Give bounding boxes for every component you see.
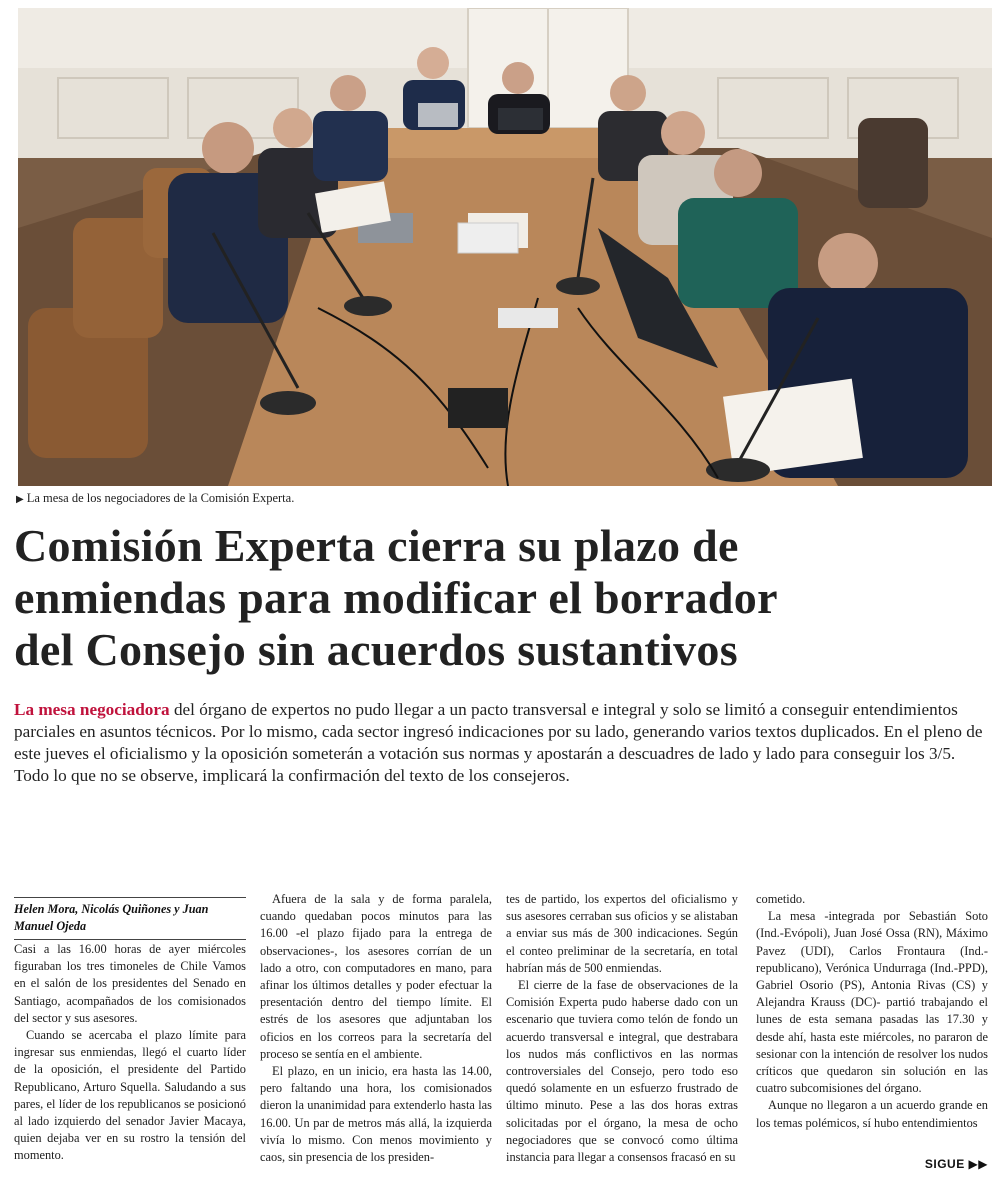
paragraph: El plazo, en un inicio, era hasta las 14.00, pero faltando una hora, los comisionados dieron la unanimidad para extenderlo hasta las 16.00. Un par de metros más allá, la izquierda vivía lo mismo. Con menos movimiento y caos, sin presencia de los presiden-	[260, 1064, 492, 1165]
paragraph: tes de partido, los expertos del oficialismo y sus asesores cerraban sus oficios y se alistaban a enviar sus más de 300 indicaciones. Según el conteo preliminar de la secretaría, en total habrían más de 500 enmiendas.	[506, 892, 738, 975]
paragraph: Cuando se acercaba el plazo límite para ingresar sus enmiendas, llegó el cuarto líder de la oposición, el presidente del Partido Republicano, Arturo Squella. Saludando a sus pares, el líder de los republicanos se posicionó al lado izquierdo del senador Javier Macaya, quien dejaba ver en su rostro la tensión del momento.	[14, 1028, 246, 1163]
headline	[14, 520, 984, 676]
byline: Helen Mora, Nicolás Quiñones y Juan Manuel Ojeda	[14, 902, 209, 933]
paragraph: Afuera de la sala y de forma paralela, cuando quedaban pocos minutos para las 16.00 -el plazo fijado para la entrega de observaciones-, los asesores corrían de un lado a otro, con computadores en mano, para afinar los últimos detalles y poder efectuar la presentación dentro del tiempo límite. El estrés de los asesores que adjuntaban los oficios en los correos para la secretaría del proceso se sentía en el ambiente.	[260, 892, 492, 1061]
headline-line: Comisión Experta cierra su plazo de	[14, 520, 739, 571]
headline-line: del Consejo sin acuerdos sustantivos	[14, 624, 738, 675]
meeting-photo-illustration	[18, 8, 992, 486]
photo-caption-text: La mesa de los negociadores de la Comisión Experta.	[26, 491, 295, 505]
lede-kicker: La mesa negociadora	[14, 700, 170, 719]
body-column-1	[14, 941, 246, 1165]
caption-triangle-icon: ▶	[16, 494, 24, 505]
lede	[14, 699, 984, 787]
paragraph: El cierre de la fase de observaciones de la Comisión Experta pudo haberse dado con un escenario que tuviera como telón de fondo un acuerdo transversal e integral, que destrabara los nudos más conflictivos en las normas controversiales del Consejo, pero todo eso quedó solamente en un esfuerzo frustrado de último minuto. Pese a las dos horas extras solicitadas por el órgano, la mesa de ocho negociadores que se convocó como última instancia para llegar a consensos fracasó en su	[506, 978, 738, 1165]
body-column-3	[506, 891, 738, 1166]
headline-line: enmiendas para modificar el borrador	[14, 572, 778, 623]
lede-text: del órgano de expertos no pudo llegar a un pacto transversal e integral y solo se limitó a conseguir entendimientos parciales en asuntos técnicos. Por lo mismo, cada sector ingresó indicaciones por su lado, generando varios textos duplicados. En el pleno de este jueves el oficialismo y la oposición someterán a votación sus normas y apostarán a descuadres de lado y lado para conseguir los 3/5. Todo lo que no se observe, implicará la confirmación del texto de los consejeros.	[14, 700, 983, 785]
paragraph: Casi a las 16.00 horas de ayer miércoles figuraban los tres timoneles de Chile Vamos en el salón de los presidentes del Senado en Santiago, acompañados de los comisionados del sector y sus asesores.	[14, 942, 246, 1025]
byline-box	[14, 897, 246, 940]
body-column-4	[756, 891, 988, 1132]
paragraph: cometido.	[756, 892, 806, 906]
body-column-2	[260, 891, 492, 1166]
photo-caption	[16, 491, 294, 506]
continue-marker: SIGUE ▶▶	[924, 1157, 988, 1171]
paragraph: Aunque no llegaron a un acuerdo grande en los temas polémicos, sí hubo entendimientos	[756, 1098, 988, 1130]
paragraph: La mesa -integrada por Sebastián Soto (Ind.-Evópoli), Juan José Ossa (RN), Máximo Pavez (UDI), Carlos Frontaura (Ind.-republicano), Verónica Undurraga (Ind.-PPD), Gabriel Osorio (PS), Antonia Rivas (CS) y Alejandra Krauss (DC)- partió trabajando el lunes de esta semana pasadas las 17.30 y desde ahí, hasta este miércoles, no pararon de sesionar con la intención de resolver los nudos críticos que quedaron sin solución en las cuatro subcomisiones del órgano.	[756, 909, 988, 1096]
article-photo	[18, 8, 992, 486]
